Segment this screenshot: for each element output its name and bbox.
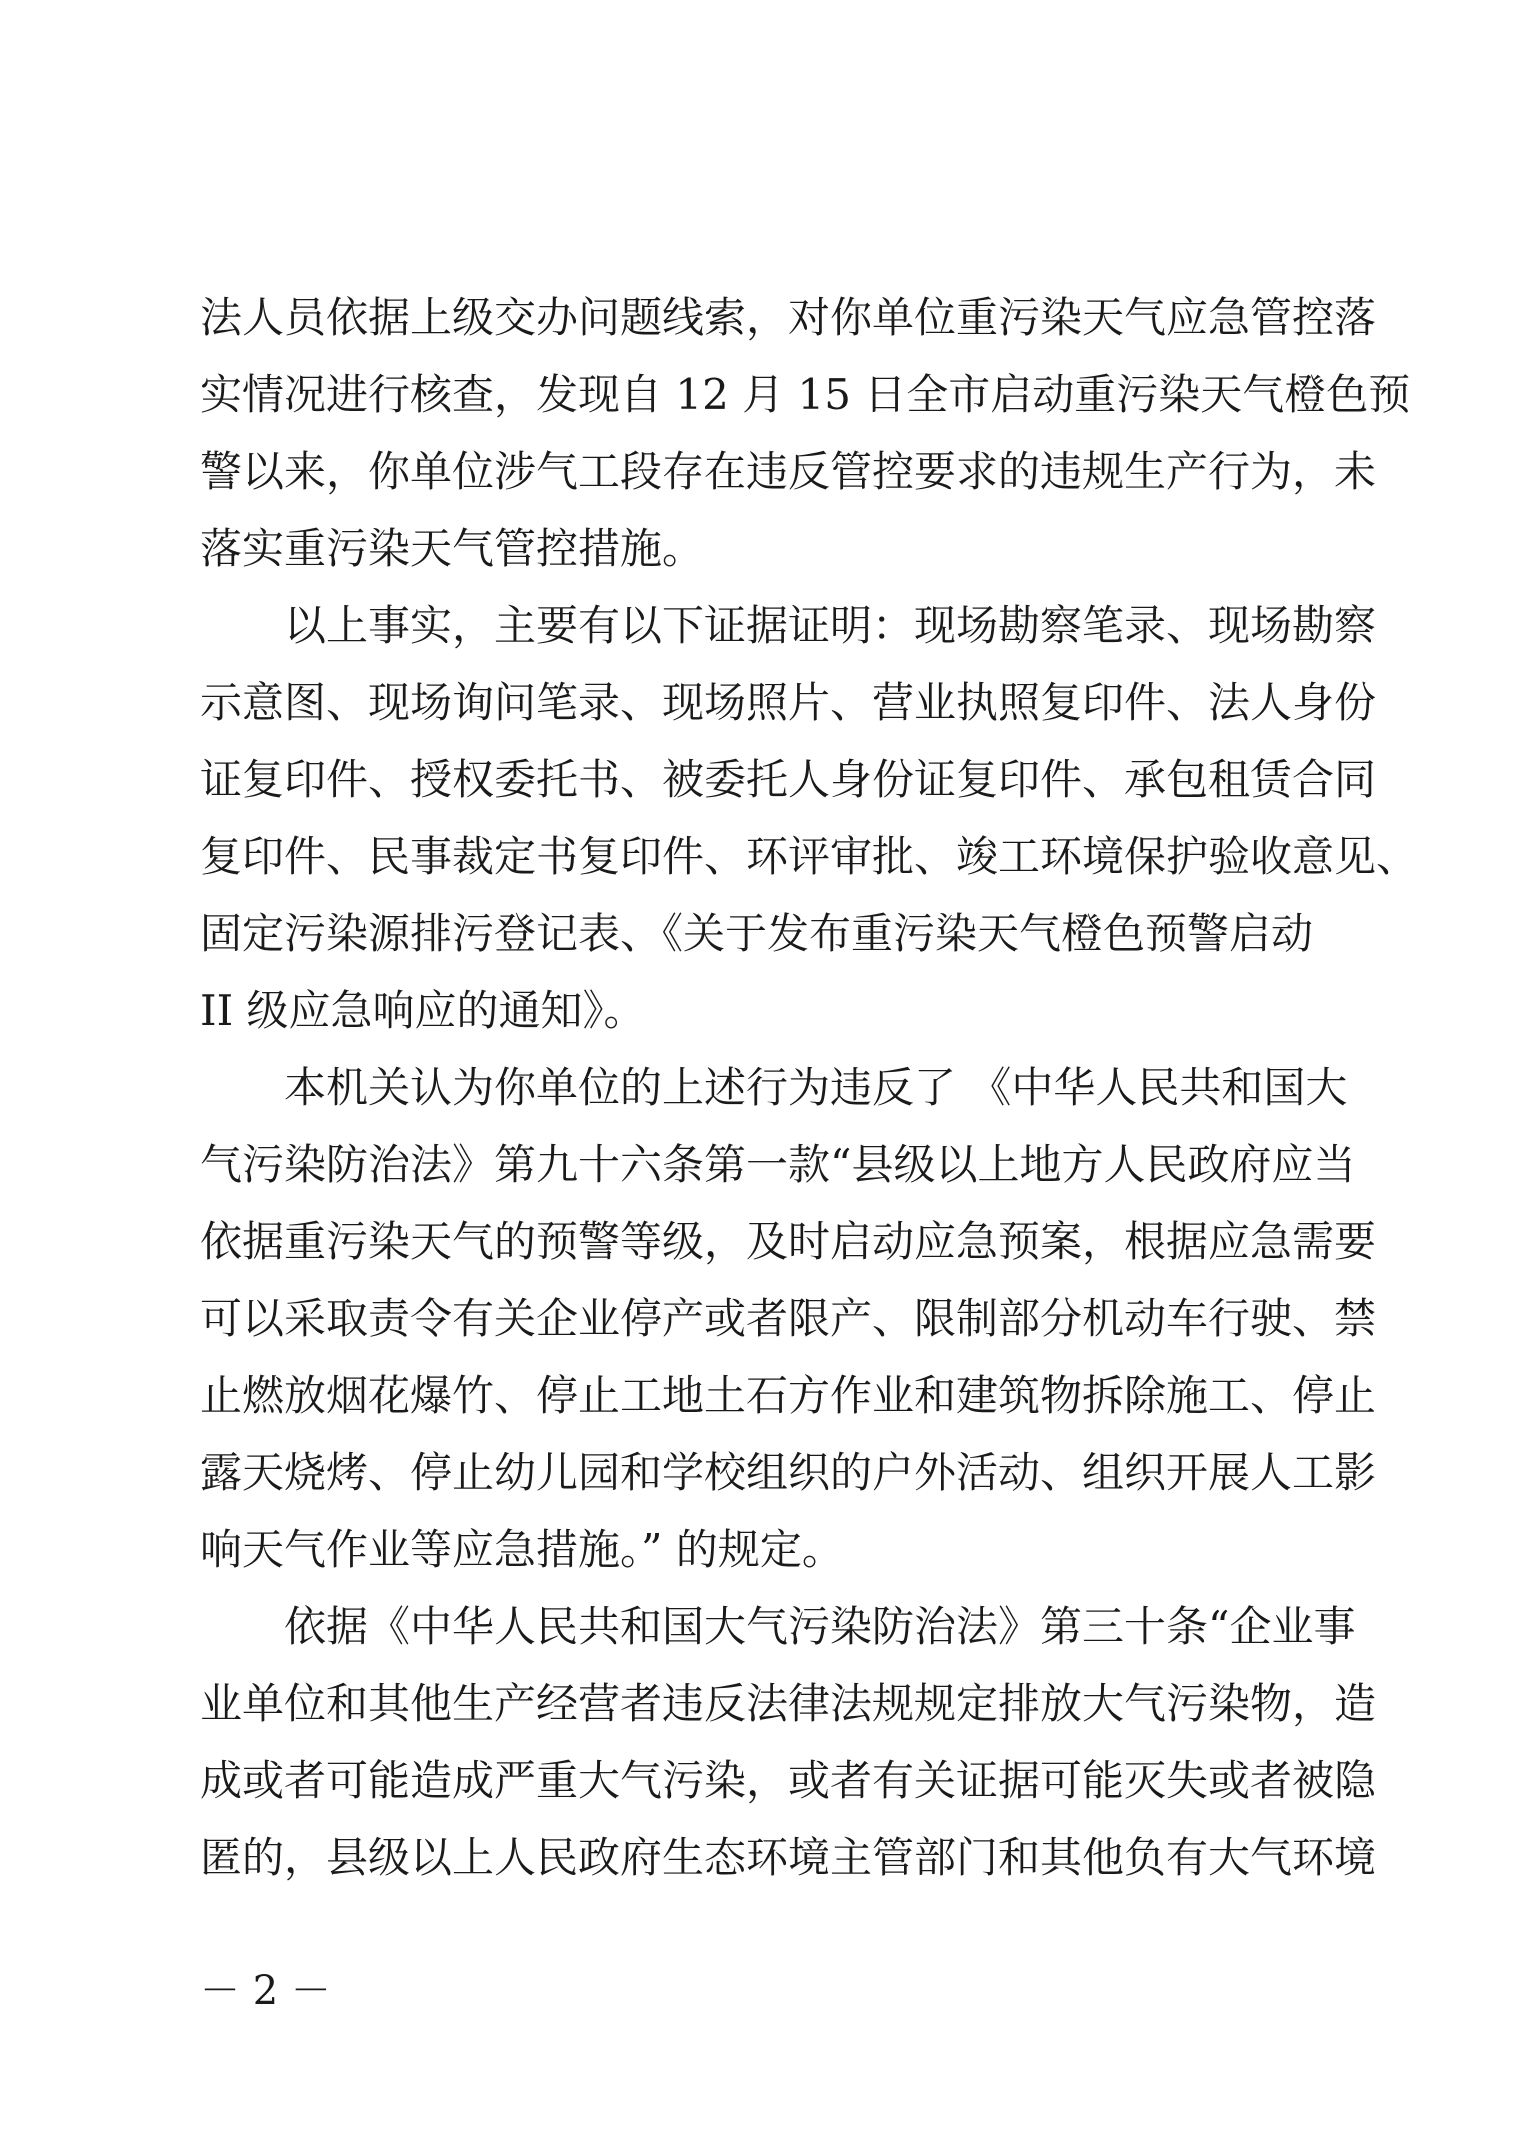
text-line: 成或者可能造成严重大气污染，或者有关证据可能灭失或者被隐 xyxy=(200,1756,1377,1805)
text-line: 匿的，县级以上人民政府生态环境主管部门和其他负有大气环境 xyxy=(200,1833,1377,1882)
text-line: 可以采取责令有关企业停产或者限产、限制部分机动车行驶、禁 xyxy=(200,1294,1377,1343)
text-line: 本机关认为你单位的上述行为违反了 《中华人民共和国大 xyxy=(284,1063,1348,1112)
text-line: 示意图、现场询问笔录、现场照片、营业执照复印件、法人身份 xyxy=(200,678,1377,727)
page-number: － 2 － xyxy=(200,1968,331,2014)
text-line: 以上事实，主要有以下证据证明：现场勘察笔录、现场勘察 xyxy=(284,601,1377,650)
text-line: 警以来，你单位涉气工段存在违反管控要求的违规生产行为，未 xyxy=(200,447,1377,496)
text-line: 响天气作业等应急措施。” 的规定。 xyxy=(200,1525,844,1574)
text-line: 气污染防治法》第九十六条第一款“县级以上地方人民政府应当 xyxy=(200,1140,1356,1189)
text-line: 证复印件、授权委托书、被委托人身份证复印件、承包租赁合同 xyxy=(200,755,1377,804)
text-line: 复印件、民事裁定书复印件、环评审批、竣工环境保护验收意见、 xyxy=(200,832,1419,881)
text-line: 实情况进行核查，发现自 12 月 15 日全市启动重污染天气橙色预 xyxy=(200,370,1411,419)
text-line: 露天烧烤、停止幼儿园和学校组织的户外活动、组织开展人工影 xyxy=(200,1448,1377,1497)
text-line: 止燃放烟花爆竹、停止工地土石方作业和建筑物拆除施工、停止 xyxy=(200,1371,1377,1420)
text-line: 固定污染源排污登记表、《关于发布重污染天气橙色预警启动 xyxy=(200,909,1314,958)
text-line: 依据重污染天气的预警等级，及时启动应急预案，根据应急需要 xyxy=(200,1217,1377,1266)
text-line: 法人员依据上级交办问题线索，对你单位重污染天气应急管控落 xyxy=(200,293,1377,342)
text-line: 业单位和其他生产经营者违反法律法规规定排放大气污染物，造 xyxy=(200,1679,1377,1728)
text-line: 落实重污染天气管控措施。 xyxy=(200,524,705,573)
text-line: II 级应急响应的通知》。 xyxy=(200,986,646,1035)
text-line: 依据《中华人民共和国大气污染防治法》第三十条“企业事 xyxy=(284,1602,1356,1651)
